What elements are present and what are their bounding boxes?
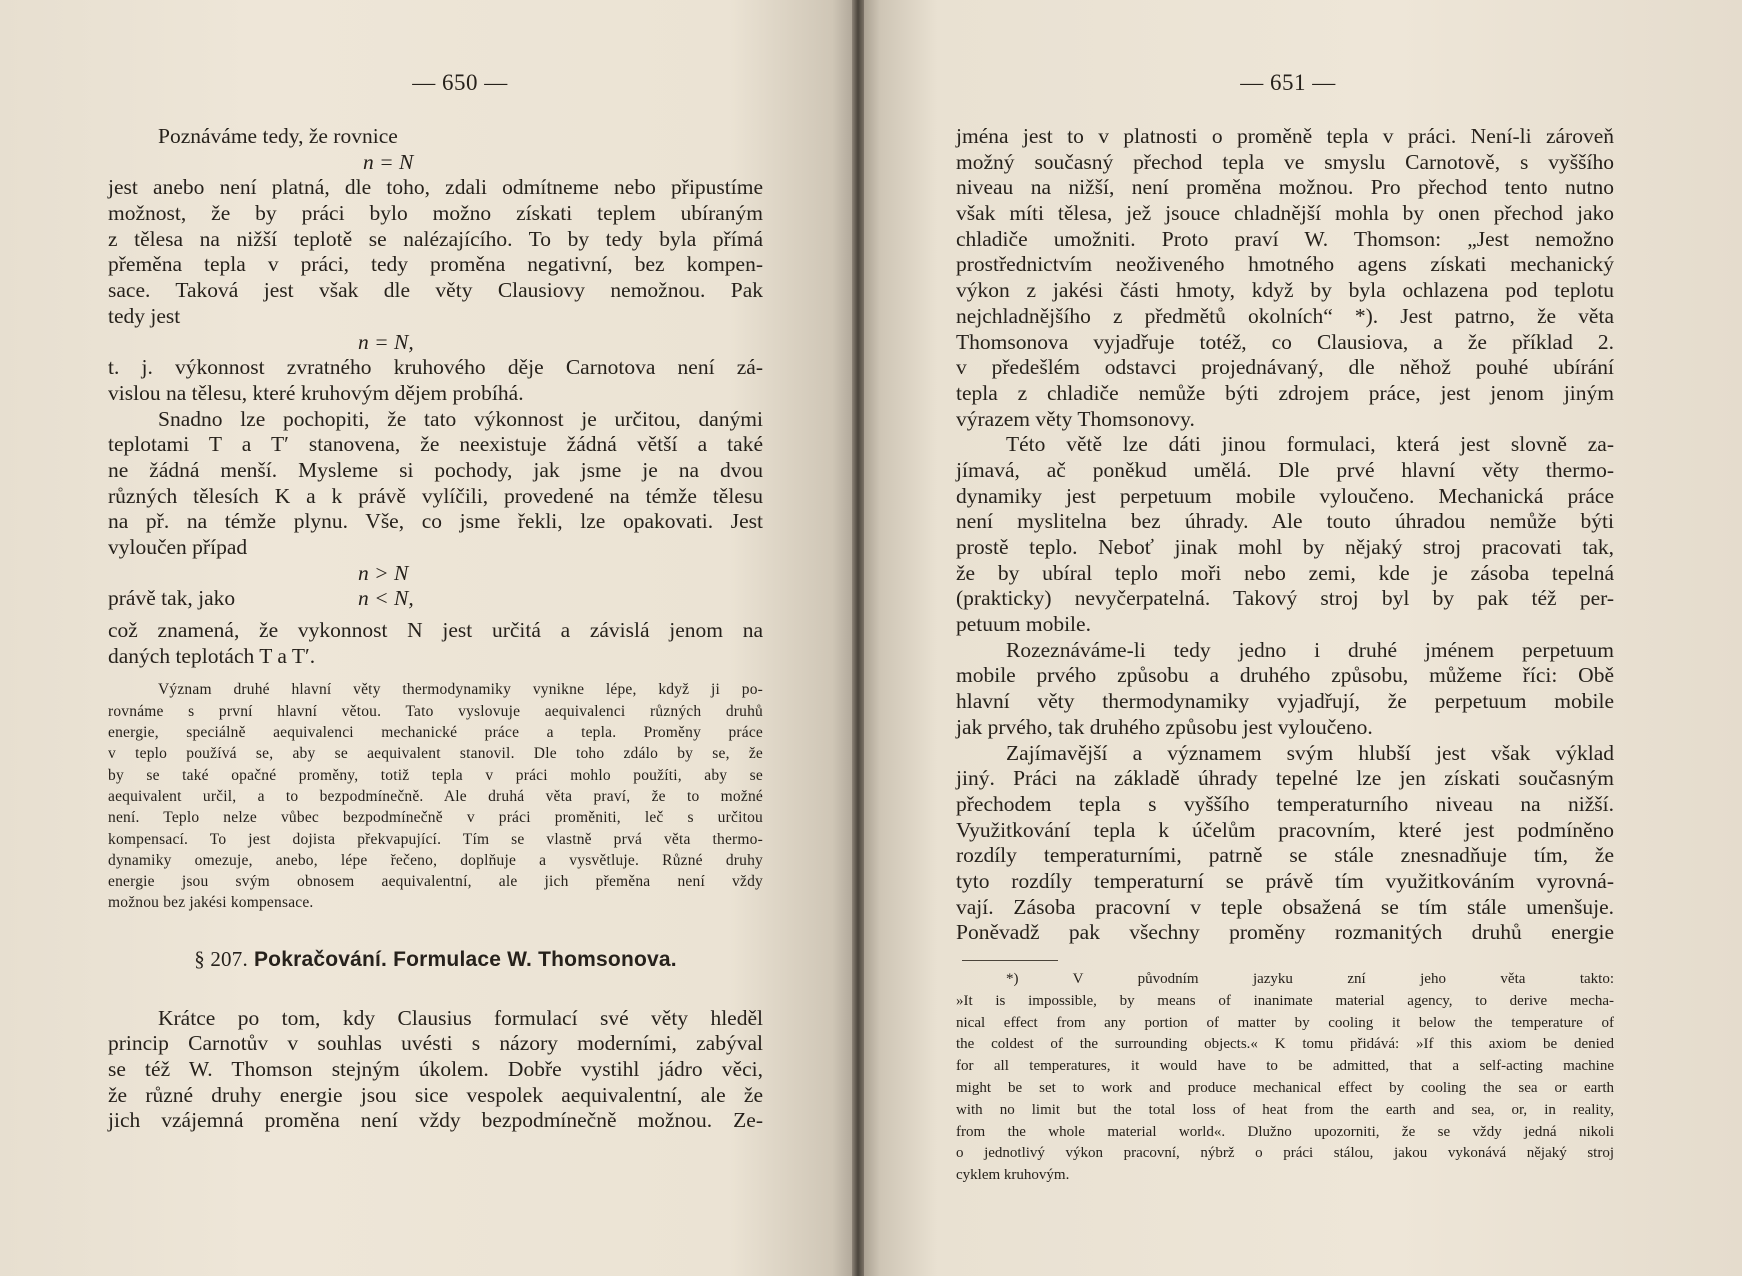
paragraph — [108, 618, 763, 669]
text-line: vislou na tělesu, které kruhovým dějem probíhá. — [108, 380, 524, 405]
text-line: Využitkování tepla k účelům pracovním, které jest podmíněno — [956, 817, 1614, 842]
text-line: tyto rozdíly temperaturní se právě tím využitkováním vyrovná- — [956, 868, 1614, 893]
text-line: o jednotlivý výkon pracovní, nýbrž o práci stálou, jakou vykonává nějaký stroj — [956, 1145, 1614, 1162]
footnote — [956, 969, 1614, 1187]
text-line: chladiče umožniti. Proto praví W. Thomson: „Jest nemožno — [956, 226, 1614, 251]
text-line: jest anebo není platná, dle toho, zdali odmítneme nebo připustíme — [108, 175, 763, 200]
text-line: výrazem věty Thomsonovy. — [956, 406, 1195, 431]
text-line: že různé druhy energie jsou sice vespolek aequivalentní, ale že — [108, 1082, 763, 1107]
text-line: kompensací. To jest dojista překvapující. Tím se vlastně prvá věta thermo- — [108, 830, 763, 848]
text-line: v teplo používá se, aby se aequivalent stanovil. Dle toho zdálo by se, že — [108, 745, 763, 763]
text-line: přeměna tepla v práci, tedy proměna negativní, bez kompen- — [108, 252, 763, 277]
paragraph — [956, 432, 1614, 638]
text-line: nejchladnějšího z předmětů okolních“ *). Jest patrno, že věta — [956, 303, 1614, 328]
equation: n = N — [363, 149, 414, 174]
text-line: rovnáme s první hlavní větou. Tato vyslovuje aequivalenci různých druhů — [108, 702, 763, 720]
text-line: výkon z jakési části hmoty, když by byla ochlazena pod teplotu — [956, 278, 1614, 303]
text-line: možnost, že by práci bylo možno získati teplem ubíraným — [108, 201, 763, 226]
text-line: vyloučen případ — [108, 535, 248, 559]
right-page-body — [956, 124, 1614, 1187]
paragraph — [108, 1006, 763, 1134]
text-line: teplotami T a T′ stanovena, že neexistuje žádná větší a také — [108, 432, 763, 457]
text-line: for all temperatures, it would have to be admitted, that a self-acting machine — [956, 1058, 1614, 1075]
text-line: není myslitelna bez úhrady. Ale touto úhradou nemůže býti — [956, 509, 1614, 534]
text-line: možnou bez jakési kompensace. — [108, 894, 314, 912]
text-line: Význam druhé hlavní věty thermodynamiky vynikne lépe, když ji po- — [158, 681, 763, 699]
paragraph — [956, 741, 1614, 947]
text-line: Zajímavější a významem svým hlubší jest však výklad — [1006, 740, 1614, 765]
text-line: vají. Zásoba pracovní v teple obsažená se tím stále umenšuje. — [956, 894, 1614, 919]
text-line: jak prvého, tak druhého způsobu jest vyloučeno. — [956, 714, 1373, 739]
text-line: přechodem tepla s vyššího temperaturního niveau na nižší. — [956, 791, 1614, 816]
equation: n < N, — [358, 586, 414, 611]
text-line: v předešlém odstavci projednávaný, dle něhož pouhé ubírání — [956, 355, 1614, 380]
page-number: — 651 — — [1240, 70, 1336, 95]
text-line: energie, speciálně aequivalenci mechanické práce a tepla. Proměny práce — [108, 724, 763, 742]
text-line: sace. Taková jest však dle věty Clausiovy nemožnou. Pak — [108, 278, 763, 303]
text-line: by se také opačné proměny, totiž tepla v práci mohlo použíti, aby se — [108, 766, 763, 784]
text-line: nical effect from any portion of matter by cooling it below the temperature of — [956, 1014, 1614, 1031]
text-line: with no limit but the total loss of heat from the earth and sea, or, in reality, — [956, 1101, 1614, 1118]
text-line: ne žádná menší. Mysleme si pochody, jak jsme je na dvou — [108, 457, 763, 482]
text-line: Snadno lze pochopiti, že tato výkonnost je určitou, danými — [158, 406, 763, 431]
text-line: není. Teplo nelze vůbec bezpodmínečně v práci proměniti, leč s určitou — [108, 809, 763, 827]
text-line: »It is impossible, by means of inanimate material agency, to derive mecha- — [956, 992, 1614, 1009]
text-line: niveau na nižší, není proměna možnou. Pro přechod tento nutno — [956, 175, 1614, 200]
text-line: mobile prvého způsobu a druhého způsobu, můžeme říci: Obě — [956, 663, 1614, 688]
text-line: princip Carnotův v souhlas uvésti s názory moderními, zabýval — [108, 1031, 763, 1056]
paragraph — [956, 124, 1614, 432]
text-line: *) V původním jazyku zní jeho věta takto: — [1006, 971, 1614, 987]
section-title: Pokračování. Formulace W. Thomsonova. — [253, 947, 677, 971]
left-page — [0, 0, 858, 1276]
text-line: the coldest of the surrounding objects.« K tomu přidává: »If this axiom be denied — [956, 1036, 1614, 1053]
paragraph — [108, 175, 763, 329]
book-gutter — [852, 0, 864, 1276]
text-line: prostě teplo. Neboť jinak mohl by nějaký stroj pracovati tak, — [956, 535, 1614, 559]
section-heading — [108, 936, 763, 982]
text-line: hlavní věty thermodynamiky vyjadřují, že perpetuum mobile — [956, 689, 1614, 714]
text-line: energie jsou svým obnosem aequivalentní, ale jich přeměna není vždy — [108, 873, 763, 891]
equation: n > N — [358, 560, 409, 585]
text-line: tepla z chladiče nemůže býti zdrojem práce, jest jenom jiným — [956, 380, 1614, 405]
text-line: cyklem kruhovým. — [956, 1167, 1070, 1184]
text-line: na př. na témže plynu. Vše, co jsme řekli, lze opakovati. Jest — [108, 509, 763, 534]
text-line: from the whole material world«. Dlužno upozorniti, že se vždy jedná nikoli — [956, 1123, 1614, 1140]
left-page-body — [108, 124, 763, 1134]
paragraph — [108, 355, 763, 406]
text-line: dynamiky jest perpetuum mobile vyloučeno. Mechanická práce — [956, 483, 1614, 508]
text-line: různých tělesích K a k právě vylíčili, provedené na témže tělesu — [108, 483, 763, 508]
paragraph — [956, 638, 1614, 741]
text-line: petuum mobile. — [956, 612, 1091, 637]
text-line: jména jest to v platnosti o proměně tepla v práci. Není-li zároveň — [956, 124, 1614, 148]
small-print-paragraph — [108, 679, 763, 913]
text-line: jich vzájemná proměna není vždy bezpodmínečně možnou. Ze- — [108, 1108, 763, 1133]
paragraph — [108, 407, 763, 561]
text-line: dynamiky omezuje, anebo, lépe řečeno, doplňuje a vysvětluje. Různé druhy — [108, 851, 763, 869]
text-line: však míti tělesa, jež jsouce chladnější mohla by onen přechod jako — [956, 201, 1614, 226]
text-line: Rozeznáváme-li tedy jedno i druhé jménem perpetuum — [1006, 637, 1614, 662]
text-line: t. j. výkonnost zvratného kruhového děje Carnotova není zá- — [108, 355, 763, 380]
right-page — [858, 0, 1742, 1276]
paragraph-line: Poznáváme tedy, že rovnice — [158, 124, 398, 148]
text-line: might be set to work and produce mechanical effect by cooling the sea or earth — [956, 1079, 1614, 1096]
equation: n = N, — [358, 329, 414, 354]
text-line: Thomsonova vyjadřuje totéž, co Clausiova, a že příklad 2. — [956, 329, 1614, 354]
section-number: § 207. — [194, 946, 248, 971]
text-line: jiný. Práci na základě úhrady tepelné lze jen získati současným — [956, 766, 1614, 791]
text-line: (prakticky) nevyčerpatelná. Takový stroj byl by pak též per- — [956, 586, 1614, 611]
text-line: možný současný přechod tepla ve smyslu Carnotově, s vyššího — [956, 149, 1614, 174]
text-line: prostřednictvím neoživeného hmotného agens získati mechanický — [956, 252, 1614, 277]
text-line: jímavá, ač poněkud umělá. Dle prvé hlavní věty thermo- — [956, 457, 1614, 482]
text-line: tedy jest — [108, 303, 181, 328]
footnote-rule — [962, 960, 1058, 961]
text-line: daných teplotách T a T′. — [108, 643, 316, 668]
text-line: že by ubíral teplo moři nebo zemi, kde je zásoba tepelná — [956, 560, 1614, 585]
text-line: aequivalent určil, a to bezpodmínečně. Ale druhá věta praví, že to možné — [108, 787, 763, 805]
text-line: Krátce po tom, kdy Clausius formulací své věty hleděl — [158, 1005, 763, 1030]
text-line: Poněvadž pak všechny proměny rozmanitých druhů energie — [956, 920, 1614, 945]
equation-label: právě tak, jako — [108, 586, 236, 611]
page-number: — 650 — — [412, 70, 508, 95]
text-line: rozdíly temperaturními, patrně se stále znesnadňuje tím, že — [956, 843, 1614, 868]
text-line: z tělesa na nižší teplotě se nalézajícího. To by tedy byla přímá — [108, 226, 763, 251]
text-line: Této větě lze dáti jinou formulaci, která jest slovně za- — [1006, 432, 1614, 457]
text-line: což znamená, že vykonnost N jest určitá a závislá jenom na — [108, 618, 763, 643]
text-line: se též W. Thomson stejným úkolem. Dobře vystihl jádro věci, — [108, 1057, 763, 1082]
